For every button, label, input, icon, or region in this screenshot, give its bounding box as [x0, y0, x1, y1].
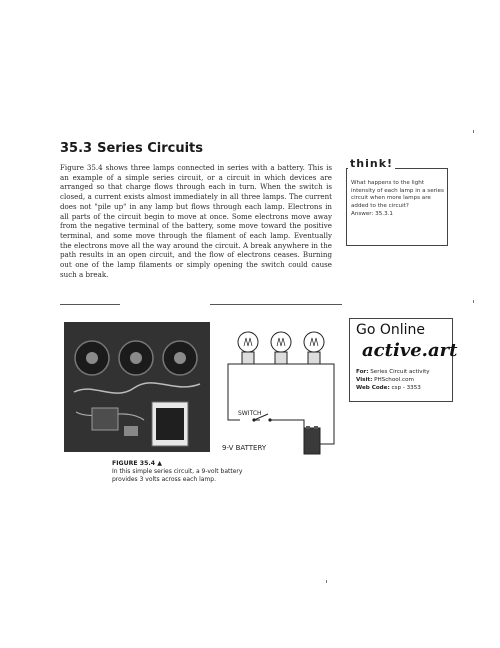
- circuit-photo: [64, 322, 210, 452]
- online-visit-link[interactable]: PHSchool.com: [374, 377, 414, 383]
- figure-caption-block: [112, 460, 252, 484]
- scan-mark: [326, 580, 327, 583]
- section-number: 35.3: [60, 141, 93, 156]
- think-title: think!: [350, 157, 394, 170]
- think-content: [351, 180, 445, 219]
- lamp-2: [258, 332, 300, 364]
- section-title: Series Circuits: [97, 141, 203, 156]
- divider-left: [60, 304, 120, 305]
- lamp-3: [300, 332, 324, 364]
- figure-caption: In this simple series circuit, a 9-volt battery provides 3 volts across each lamp.: [112, 468, 243, 483]
- online-visit-row: [356, 376, 450, 384]
- section-heading: [60, 141, 203, 156]
- online-code-value: csp - 3353: [391, 385, 421, 391]
- circuit-diagram: [220, 316, 340, 456]
- go-online-title: Go Online: [356, 322, 426, 338]
- battery-symbol: [304, 426, 320, 454]
- online-for-row: [356, 368, 450, 376]
- body-paragraph: Figure 35.4 shows three lamps connected in series with a battery. This is an example of a simple series circuit, or a circuit in which devices are arranged so that charge flows through each in turn. When the switch is closed, a current exists almost immediately in all three lamps. The current does not "pile up" in any lamp but flows through each lamp. Electrons in all parts of the circuit begin to move at once. Some electrons move away from the negative terminal of the battery, some move toward the positive terminal, and some move through the filament of each lamp. Eventually the electrons move all the way around the circuit. A break anywhere in the path results in an open circuit, and the flow of electrons ceases. Burning out one of the lamp filaments or simply opening the switch could cause such a break.: [60, 163, 332, 279]
- online-for-value: Series Circuit activity: [370, 369, 430, 375]
- scan-mark: [473, 130, 474, 133]
- active-art-logo: active.art: [362, 340, 458, 361]
- battery-label: 9-V BATTERY: [222, 444, 267, 452]
- online-for-label: For:: [356, 369, 369, 375]
- online-code-label: Web Code:: [356, 385, 390, 391]
- think-answer: Answer: 35.3.1: [351, 210, 393, 217]
- figure-label: FIGURE 35.4 ▲: [112, 460, 162, 467]
- think-question: What happens to the light intensity of each lamp in a series circuit when more lamps are added to the circuit?: [351, 180, 444, 210]
- lamp-1: [238, 332, 258, 364]
- switch-label: SWITCH: [238, 410, 262, 417]
- scan-mark: [473, 300, 474, 303]
- divider-right: [210, 304, 342, 305]
- online-visit-label: Visit:: [356, 377, 373, 383]
- go-online-info: [356, 368, 450, 392]
- online-code-row: [356, 384, 450, 392]
